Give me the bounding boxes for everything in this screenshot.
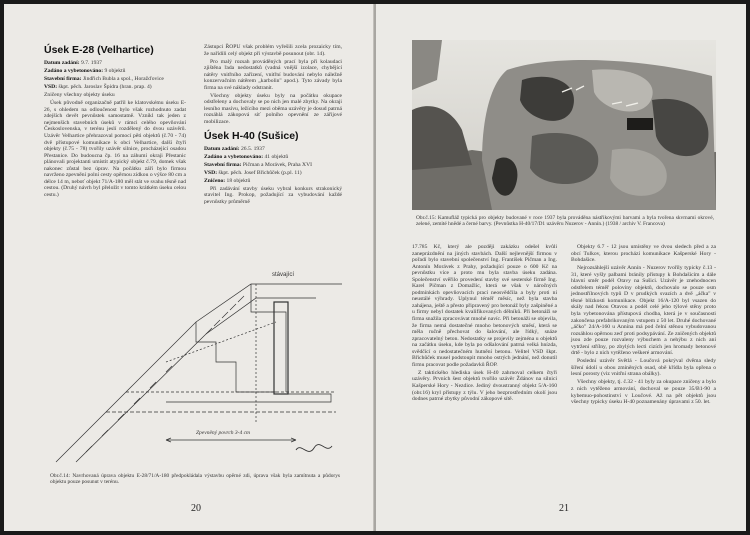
left-page [4,4,374,531]
book-spread [4,4,746,531]
paragraph: Pro malý rozsah prováděných prací byla při kolaudaci zjištěna řada nedostatků (vadná vnější izolace, chybějící nátěry vnitřního zařízení, vnitřní budování nebylo náležně konzervačním nátěrem „karbolin" apod.). Tyto závady byla firma na své náklady odstranit. [204,58,342,91]
meta-line: Zadáno a vybetonováno: 41 objektů [204,153,289,160]
paragraph: Poslední uzávěr Světlá - Loučová pokrýval dvěma sledy šíření údolí u obou zmíněných osad, obě křídla byla opřena o lesní porosty (viz vnitřní strana obálky). [571,358,716,378]
paragraph: Při zadávání stavby úseku vybral konkurs strakonický stavitel Ing. Prokop, požadující za vybudování každé pevnůstky průměrně [204,185,342,205]
page-number-right: 21 [559,503,569,514]
meta-line: Datum zadání: 26.5. 1937 [204,145,265,152]
paragraph: Úsek původně organizačně patřil ke klatovskému úseku E-26, s ohledem na odloučenost bylo však rozhodnuto zadat zdejších devět pevnůstek samostatně. Vznikl tak jeden z nejmenších stavebních úseků v rámci celého opevňování Československa, v terénu jeslí rozdělený do dvou uzávěrů. Uzávěr Velhartice přehrazoval pomocí pěti objektů (č.70 - 74) dvě přístupové komunikace k obci Velhartice, další čtyři objekty (č.75 - 78) tvořily uzávěr silnice, procházející osadou Přestanice. Do budoucna čp. 16 na záhumí okraji Přestanic plánovali projektanti umístit atypický objekt č.79, domek však nakonec zůstal bez úprav. Na počátku září bylo firmou navrženo zpevnění polní cesty opěrnou zídkou o výšce 80 cm a délce 14 m, neboť objekt 71/A-180 měl stát ve svahu těsně nad cestou. (Druhý návrh byl přeložit v tomto krátkém úseku celou cestu.) [44,100,186,198]
meta-line: Zadáno a vybetonováno: 9 objektů [44,68,126,75]
paragraph: 17.785 Kč, který ale později zakázku odešel kvůli zaneprázdnění na jiných stavbách. Další nejlevnější firmou v pořadí bylo stavební společenství Ing. František Pičman a Ing. Antonín Morávek z Prahy, požadující pouze o 600 Kč na pevnůstku více a proto mu byla stavba úseku zadána. Společenství svěřilo provedení stavby své sesterské firmě Ing. Karel Pičman z Domažlic, která se však v náročných podmínkách opevňovacích prací neosvědčila a byly proti ní neustálé výhrady. Uplynul téměř měsíc, než byla stavba zahájena, ještě a přesto připravený pro betonáž byly zašpiněné a u firmy nebyl dostatek kvalifikovaných dělníků. Při betonáži se firma snažila zpracovávat mnohé navíc. Při betonáži se objevila, že firma nemá dostatečné mnoho betonových směsí, která se měla ručně přechovat do šalování, ale řídký, snáze zpracovatelný beton. Nedostatky se projevily zejména u objektů na začátku úseku, kde byla po odšalování patrná velká hnízda, svědčící o nedostatečném hutnění betonu. Velitel VSD škpt. Břichůček musel podstoupit mnoho ostrých jednání, než donutil firmu pracovat podle požadavků ŘOP. [412,244,557,368]
drawing-label-top: stávající [272,272,295,278]
camouflaged-bunker-image [412,40,716,210]
meta-line: Zničeno: 18 objektů [204,177,251,184]
meta-line: VSD: škpt. pěch. Jaroslav Špidra (hran. prap. 4) [44,84,152,91]
paragraph: Zástupci ŘOPU však problém vyřešili zcela prozaicky tím, že nařídili celý objekt při výstavbě posunout (obr. 14). [204,44,342,57]
left-column-1 [44,44,186,200]
drawing-label-bottom: Zpevněný povrch 3-4 cm [196,430,251,436]
bunker-photo [412,40,716,210]
paragraph: Všechny objekty úseku byly na počátku okupace odstřeleny a dochovaly se po nich jen malé zbytky. Na okraji lesního masívu, ležícího mezi oběma uzávěry je dosud patrná rozsáhlá zákopová síť polního opevnění ze zářijové mobilizace. [204,92,342,126]
right-page [376,4,746,531]
meta-line: Datum zadání: 9.7. 1937 [44,60,102,66]
meta-line: Stavební firma: Pičman a Morávek, Praha XVI [204,161,312,168]
paragraph: Zničeny všechny objekty úseku [44,92,115,99]
paragraph: Z taktického hlediska úsek H-40 zahrnoval celkem čtyři uzávěry. Prvních šest objektů tvořilo uzávěr Ždánov na silnici Kašperské Hory - Nezdice. Jediný dvoustranný objekt 5/A-160 (obr.16) kryl přístupy z týlu. V jeho bezprostředním okolí jsou dodnes patrné zbytky původní zákopové sítě. [412,369,557,403]
meta-line: Stavební firma: Jindřich Bubla a spol., Horažďovice [44,76,164,83]
figure-caption-15: Obr.č.15: Kamufláž typická pro objekty budované v roce 1937 byla prováděna nástřikovými barvami a byla tvořena skvrnami okrové, zelené, zemité hnědé a černé barvy. (Pevnůstka H-40/17/D1 uzávěru Nuzerov - Annín.) (1938 / archiv V. Francova) [416,215,714,228]
page-number-left: 20 [191,503,201,514]
right-column-1 [412,244,557,404]
retaining-wall-drawing [46,262,342,468]
section-heading-e28: Úsek E-28 (Velhartice) [44,44,154,56]
right-column-2 [571,244,716,407]
left-column-2 [204,44,342,207]
paragraph: Nejrozsáhlejší uzávěr Annín - Nuzerov tvořily typicky č.13 - 31, které vyšly palbami bránily přístupy k Bohdašicím a dále hlavní směr podél Otavy na Sušici. Uzávěr je znehodnocen odstřelem téměř poloviny objektů, dochovalo se pouze osm jednostřílnových typů D v prudkých svazích a dvě „áčka" v těsné blízkosti komunikace. Objekt 16/A-120 byl vsazen do skály nad řekou Otavou a podél celé jeho týlové stěny proto byla vybetonována přístupová chodba, která je v současnosti zakončena prefabrikovaným vstupem z 50 let. Druhé dochované „áčko" 24/A-160 u Annína má pod čelní stěnou vybudovanou rozsáhlou opěrnou zeď proti podsypávání. Ze zničených objektů jsou zde pouze rozvaleny výbuchem a nehýbu z nich ani vytržení střílny, po zbylých lecti cizích jen hromady betonové drtě - bylo z nich vytěženo veškeré armování. [571,265,716,357]
meta-line: VSD: škpt. pěch. Josef Břichůček (p.pl. 11) [204,169,302,176]
paragraph: Všechny objekty, tj. č.32 - 41 byly za okupace zničeny a bylo z nich vytěženo armování, dochoval se pouze 35/B1-90 a kybemuo-pohostinství v Loučové. Až na pět objektů jsou všechny typicky úseku H-40 poznamenány úpravami z 50. let. [571,379,716,406]
figure-caption-14: Obr.č.14: Navrhovaná úprava objektu E-28/71/A-180 předpokládala výstavbu opěrné zdi, úprava však byla zamítnuta a půdorys objektu pouze posunut v terénu. [50,473,340,486]
paragraph: Objekty 6.7 - 12 jsou umístěny ve dvou sledech před a za obcí Tulkov, kterou prochází komunikace Kašperské Hory - Bohdašice. [571,244,716,264]
section-heading-h40: Úsek H-40 (Sušice) [204,129,299,142]
